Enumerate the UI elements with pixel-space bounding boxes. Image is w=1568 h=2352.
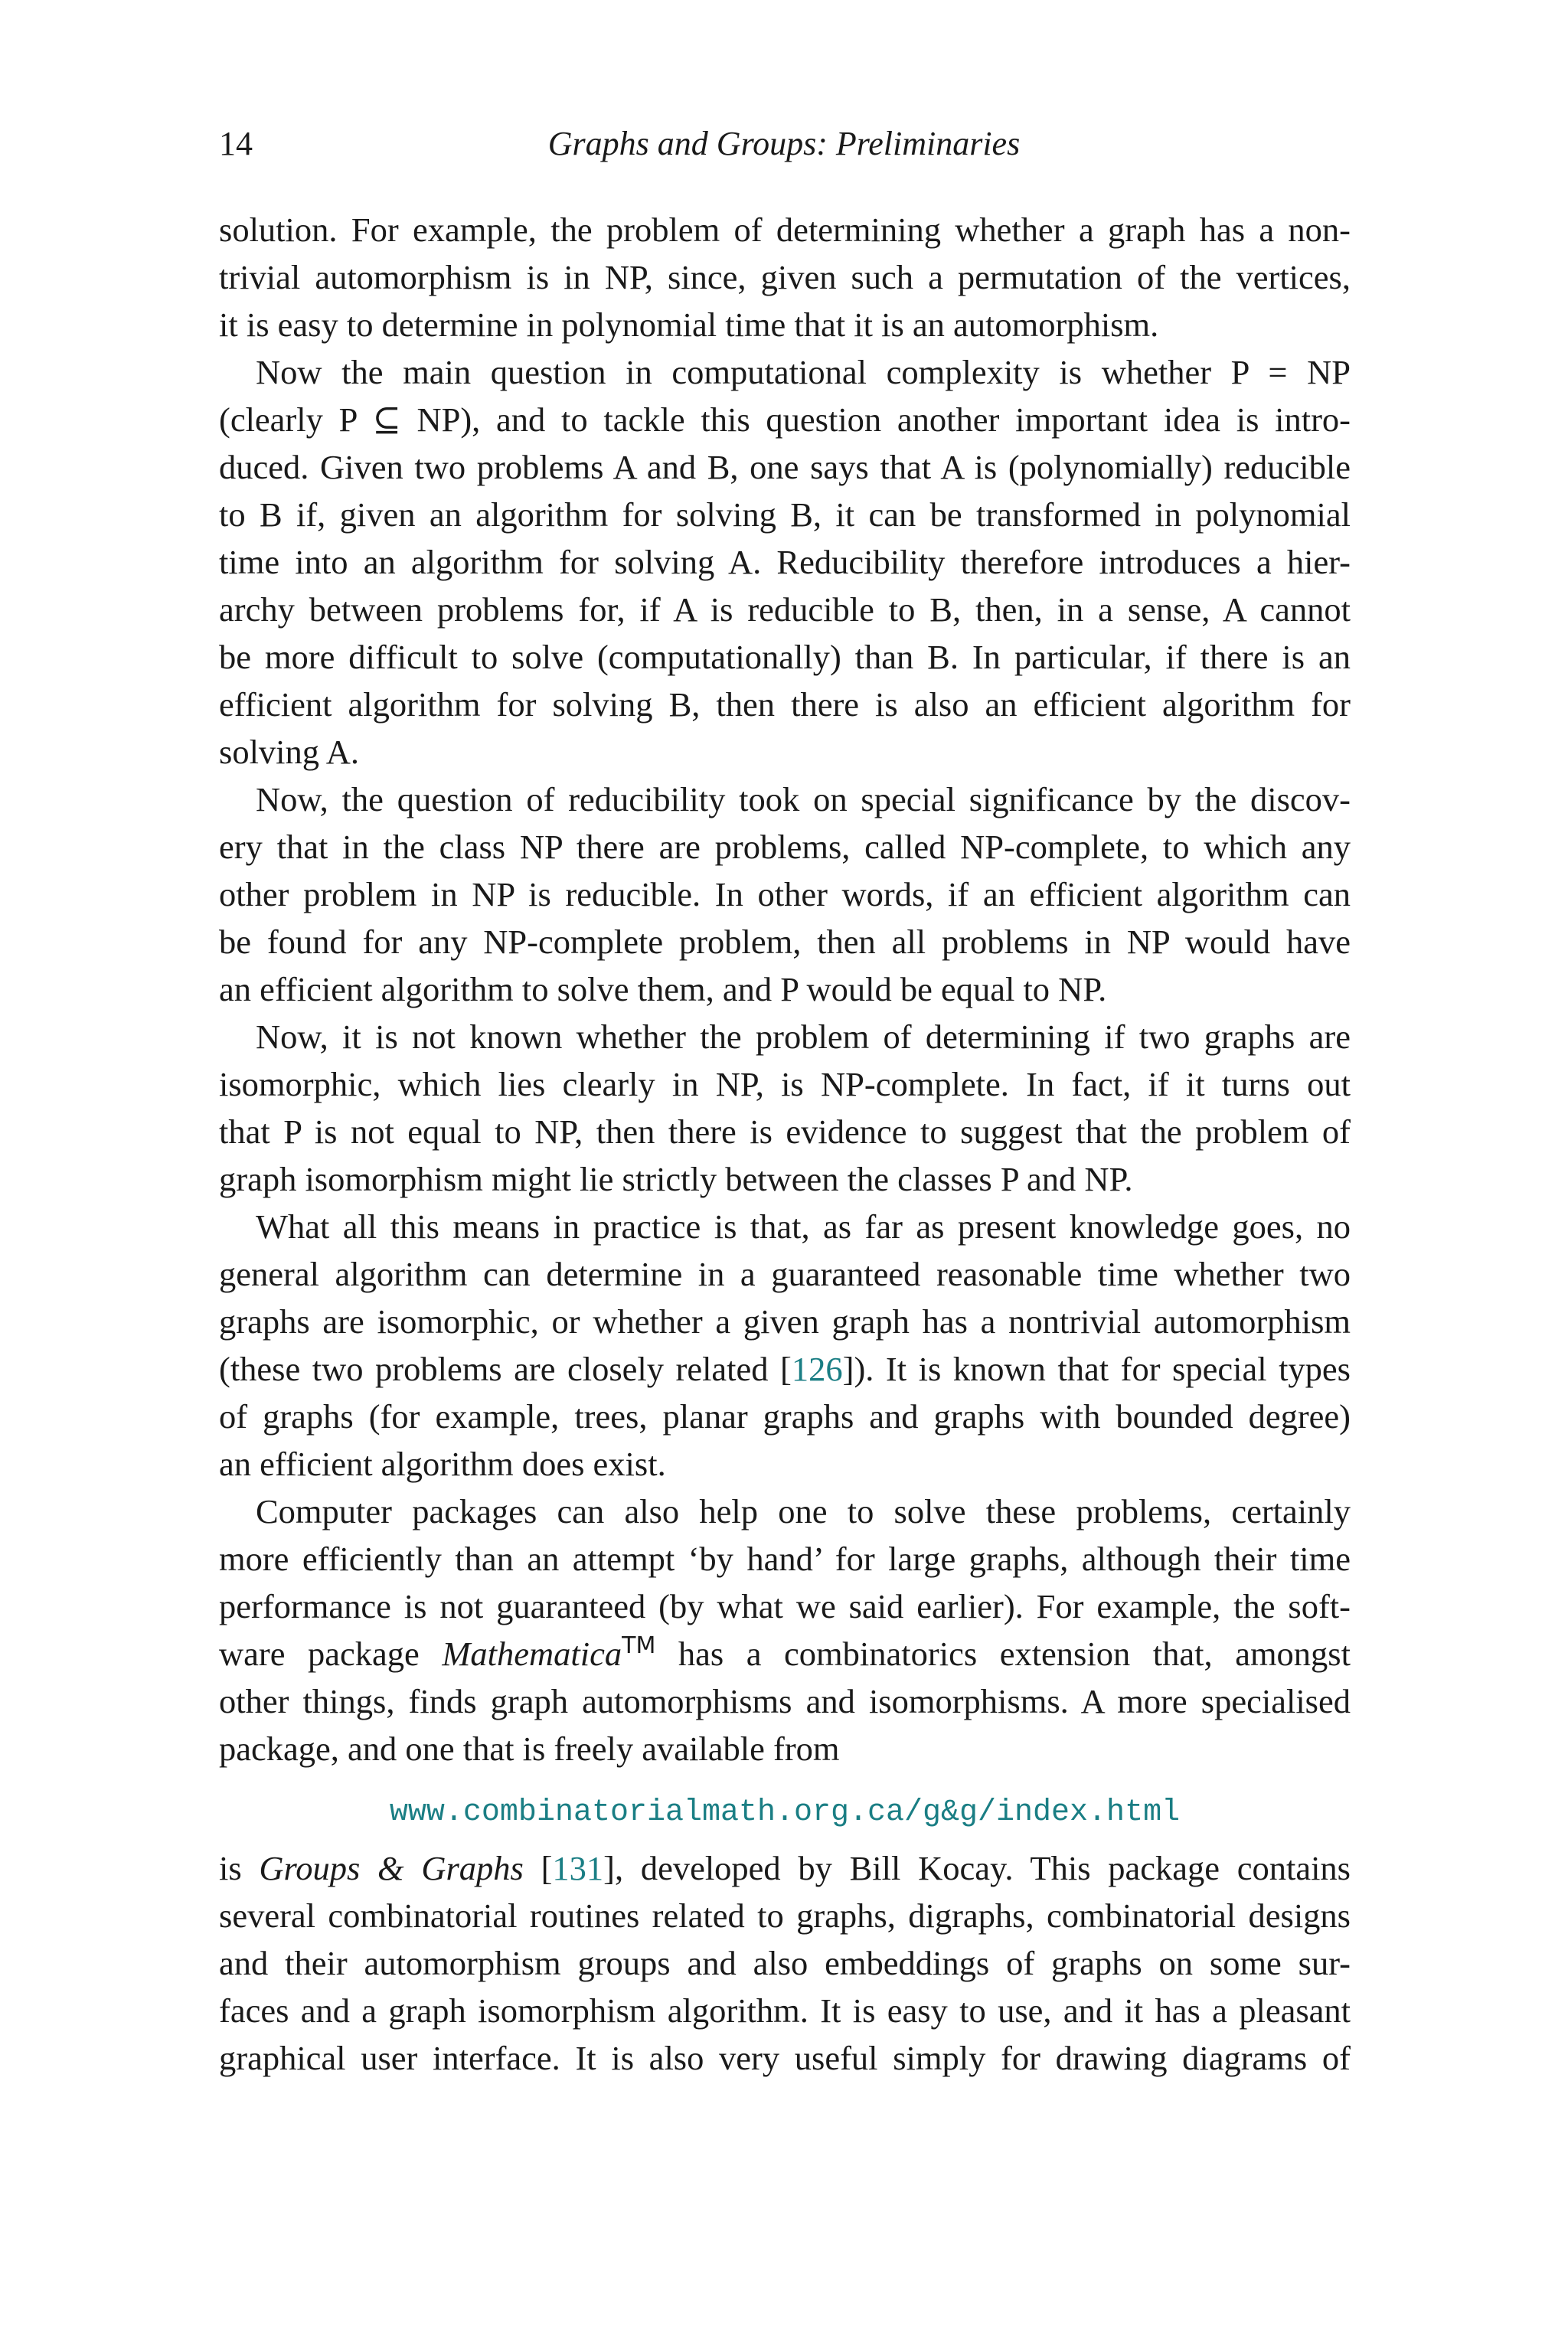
software-name: Groups & Graphs [259,1849,524,1887]
paragraph [219,1844,1351,2082]
citation-link[interactable]: 131 [552,1849,604,1887]
text-line: of graphs (for example, trees, planar graphs and graphs with bounded degree) [219,1397,1351,1436]
paragraph [219,776,1351,1013]
paragraph [219,206,1351,348]
text-line: an efficient algorithm to solve them, and P would be equal to NP. [219,970,1107,1008]
text-line: an efficient algorithm does exist. [219,1445,666,1483]
text-line: and their automorphism groups and also embeddings of graphs on some sur- [219,1944,1351,1982]
text-line: faces and a graph isomorphism algorithm. It is easy to use, and it has a pleasant [219,1991,1351,2030]
text-line: ware package Mathematica™ has a combinatorics extension that, amongst [219,1632,1351,1673]
text-line: that P is not equal to NP, then there is evidence to suggest that the problem of [219,1112,1351,1151]
text-line: be more difficult to solve (computationally) than B. In particular, if there is an [219,638,1351,676]
software-name: Mathematica [442,1635,622,1673]
text-line: (clearly P ⊆ NP), and to tackle this question another important idea is intro- [219,400,1351,439]
text-block [219,206,1351,2082]
text-line: isomorphic, which lies clearly in NP, is NP-complete. In fact, if it turns out [219,1065,1351,1103]
text-line: to B if, given an algorithm for solving B, it can be transformed in polynomial [219,495,1351,534]
paragraph [219,348,1351,776]
text-line: trivial automorphism is in NP, since, given such a permutation of the vertices, [219,258,1351,296]
text-line: graphs are isomorphic, or whether a given graph has a nontrivial automorphism [219,1302,1351,1341]
text-line: package, and one that is freely available from [219,1730,840,1768]
url-line [219,1772,1351,1844]
text-line: it is easy to determine in polynomial time that it is an automorphism. [219,305,1159,344]
text-line: efficient algorithm for solving B, then there is also an efficient algorithm for [219,685,1351,724]
text-line: solution. For example, the problem of determining whether a graph has a non- [219,211,1351,249]
text-line: (these two problems are closely related [126]). It is known that for special types [219,1350,1351,1388]
text-line: several combinatorial routines related to graphs, digraphs, combinatorial designs [219,1896,1351,1935]
text-line: is Groups & Graphs [131], developed by Bill Kocay. This package contains [219,1849,1351,1887]
text-line: What all this means in practice is that, as far as present knowledge goes, no [256,1207,1351,1246]
paragraph [219,1488,1351,1772]
text-line: time into an algorithm for solving A. Reducibility therefore introduces a hier- [219,543,1351,581]
text-line: Now, the question of reducibility took on special significance by the discov- [256,780,1351,818]
text-line: more efficiently than an attempt ‘by hand’ for large graphs, although their time [219,1540,1351,1578]
url-link[interactable]: www.combinatorialmath.org.ca/g&g/index.html [389,1795,1181,1830]
text-line: graph isomorphism might lie strictly between the classes P and NP. [219,1160,1133,1198]
text-line: graphical user interface. It is also very useful simply for drawing diagrams of [219,2039,1351,2077]
text-line: general algorithm can determine in a guaranteed reasonable time whether two [219,1255,1351,1293]
running-head: Graphs and Groups: Preliminaries [547,125,1021,162]
text-line: solving A. [219,733,359,771]
text-line: archy between problems for, if A is reducible to B, then, in a sense, A cannot [219,590,1351,629]
text-line: other problem in NP is reducible. In other words, if an efficient algorithm can [219,875,1351,913]
page-number: 14 [219,125,253,162]
text-line: be found for any NP-complete problem, then all problems in NP would have [219,923,1351,961]
paragraph [219,1013,1351,1203]
text-line: other things, finds graph automorphisms and isomorphisms. A more specialised [219,1682,1351,1720]
trademark-mark: TM [622,1632,656,1659]
text-line: performance is not guaranteed (by what we said earlier). For example, the soft- [219,1587,1351,1625]
text-line: Now the main question in computational complexity is whether P = NP [256,353,1351,391]
paragraph [219,1203,1351,1488]
text-line: ery that in the class NP there are problems, called NP-complete, to which any [219,828,1351,866]
text-line: Computer packages can also help one to solve these problems, certainly [256,1492,1351,1530]
text-line: duced. Given two problems A and B, one says that A is (polynomially) reducible [219,448,1351,486]
text-line: Now, it is not known whether the problem of determining if two graphs are [256,1018,1351,1056]
citation-link[interactable]: 126 [791,1350,843,1388]
